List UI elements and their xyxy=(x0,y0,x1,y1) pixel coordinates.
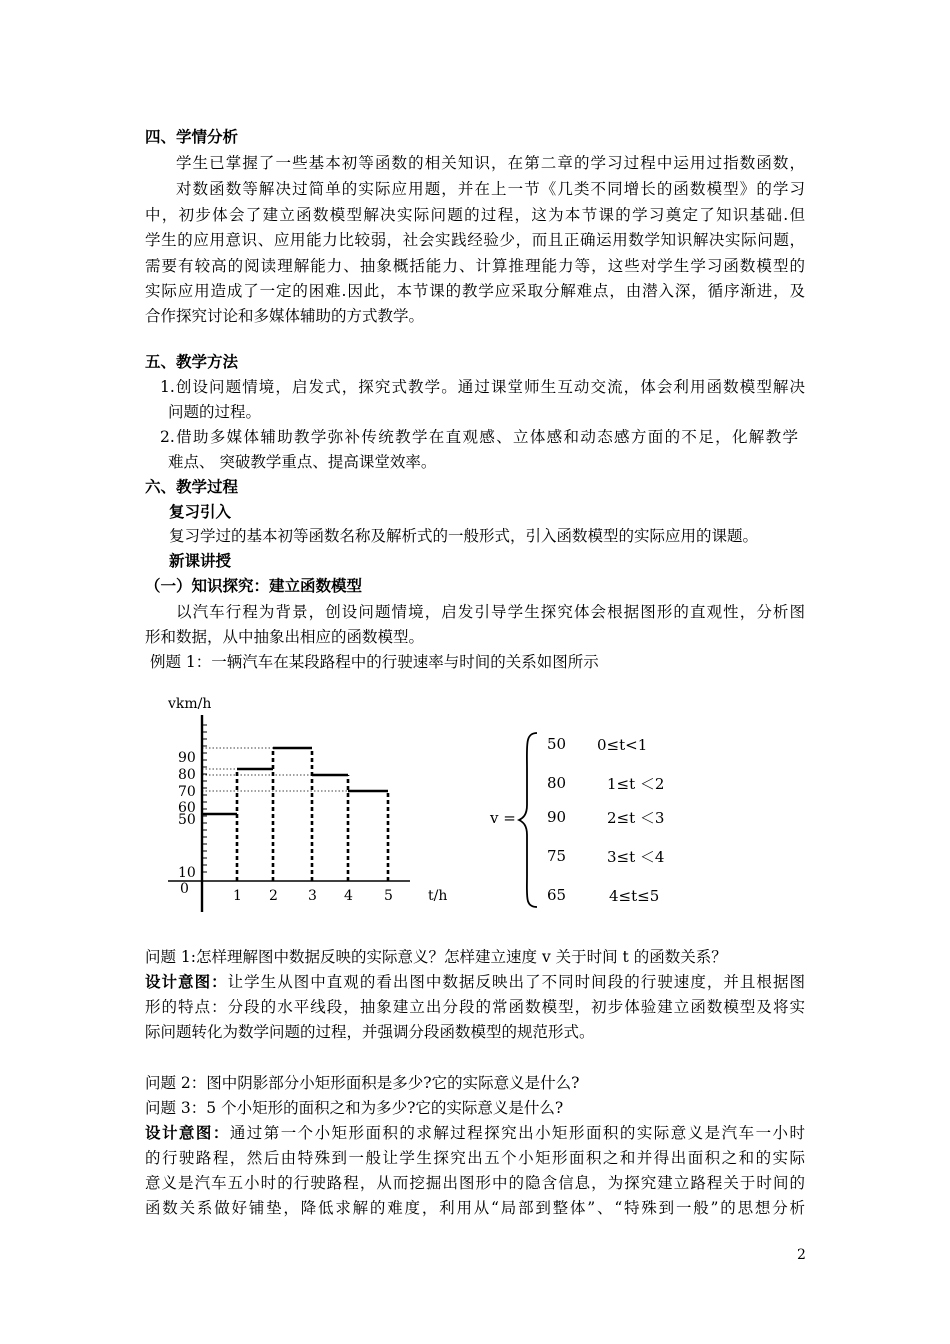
design-intent-label: 设计意图： xyxy=(145,972,228,991)
case-value: 80 xyxy=(547,774,567,792)
piecewise-function xyxy=(485,725,705,915)
design-intent-2-line: 的行驶路程，然后由特殊到一般让学生探究出五个小矩形面积之和并得出面积之和的实际 xyxy=(145,1149,805,1167)
case-value: 75 xyxy=(547,847,567,865)
question-1: 问题 1:怎样理解图中数据反映的实际意义？怎样建立速度 v 关于时间 t 的函数关系？ xyxy=(145,948,727,966)
y-tick-label: 80 xyxy=(178,767,196,783)
section5-heading: 五、教学方法 xyxy=(145,352,239,371)
speed-time-chart xyxy=(160,690,480,920)
piecewise-lhs: v = xyxy=(490,809,516,827)
case-condition: 2≤t ＜3 xyxy=(607,809,665,827)
example-1: 例题 1：一辆汽车在某段路程中的行驶速率与时间的关系如图所示 xyxy=(150,653,599,671)
case-condition: 4≤t≤5 xyxy=(609,887,660,905)
section5-line: 1.创设问题情境，启发式，探究式教学。通过课堂师生互动交流，体会利用函数模型解决 xyxy=(160,378,805,396)
design-intent-1-line: 设计意图：让学生从图中直观的看出图中数据反映出了不同时间段的行驶速度，并且根据图 xyxy=(145,972,805,991)
y-tick-label: 60 xyxy=(178,800,196,816)
design-intent-2-line: 设计意图：通过第一个小矩形面积的求解过程探究出小矩形面积的实际意义是汽车一小时 xyxy=(145,1123,805,1142)
y-tick-label: 50 xyxy=(178,812,196,828)
new-lesson-heading: 新课讲授 xyxy=(169,551,232,570)
case-value: 90 xyxy=(547,808,567,826)
section5-line: 2.借助多媒体辅助教学弥补传统教学在直观感、立体感和动态感方面的不足，化解教学 xyxy=(160,428,798,446)
left-brace xyxy=(519,733,537,907)
y-axis-label: vkm/h xyxy=(168,696,212,712)
x-tick-label: 4 xyxy=(344,888,353,904)
intro-line: 以汽车行程为背景，创设问题情境，启发引导学生探究体会根据图形的直观性，分析图 xyxy=(176,603,805,621)
section4-line: 学生的应用意识、应用能力比较弱，社会实践经验少，而且正确运用数学知识解决实际问题， xyxy=(145,231,805,249)
y-tick-label: 90 xyxy=(178,750,196,766)
case-condition: 3≤t ＜4 xyxy=(607,848,665,866)
section4-line: 中，初步体会了建立函数模型解决实际问题的过程，这为本节课的学习奠定了知识基础.但 xyxy=(145,206,805,224)
y-tick-label: 70 xyxy=(178,784,196,800)
section4-heading: 四、学情分析 xyxy=(145,127,239,146)
review-heading: 复习引入 xyxy=(169,502,232,521)
x-tick-label: 5 xyxy=(384,888,393,904)
section5-line: 问题的过程。 xyxy=(168,403,262,421)
x-axis-label: t/h xyxy=(428,888,448,904)
x-tick-label: 1 xyxy=(233,888,242,904)
origin-label: 0 xyxy=(180,881,189,897)
case-condition: 0≤t<1 xyxy=(597,736,648,754)
intro-line: 形和数据，从中抽象出相应的函数模型。 xyxy=(145,628,425,646)
x-tick-label: 2 xyxy=(269,888,278,904)
x-tick-label: 3 xyxy=(308,888,317,904)
design-intent-1-line: 形的特点：分段的水平线段，抽象建立出分段的常函数模型，初步体验建立函数模型及将实 xyxy=(145,998,805,1016)
design-intent-1-line: 际问题转化为数学问题的过程，并强调分段函数模型的规范形式。 xyxy=(145,1023,595,1041)
case-value: 65 xyxy=(547,886,567,904)
section4-line: 实际应用造成了一定的困难.因此，本节课的教学应采取分解难点，由潜入深，循序渐进，及 xyxy=(145,282,805,300)
review-text: 复习学过的基本初等函数名称及解析式的一般形式，引入函数模型的实际应用的课题。 xyxy=(169,527,759,545)
subsection-heading: （一）知识探究：建立函数模型 xyxy=(145,576,363,595)
section4-line: 需要有较高的阅读理解能力、抽象概括能力、计算推理能力等，这些对学生学习函数模型的 xyxy=(145,257,805,275)
design-intent-label: 设计意图： xyxy=(145,1123,230,1142)
page-number: 2 xyxy=(797,1247,806,1263)
section4-line: 合作探究讨论和多媒体辅助的方式教学。 xyxy=(145,307,425,325)
question-3: 问题 3：5 个小矩形的面积之和为多少?它的实际意义是什么? xyxy=(145,1099,564,1117)
y-tick-label: 10 xyxy=(178,865,196,881)
case-value: 50 xyxy=(547,735,567,753)
section4-line: 对数函数等解决过简单的实际应用题，并在上一节《几类不同增长的函数模型》的学习 xyxy=(176,180,805,198)
design-intent-2-line: 函数关系做好铺垫，降低求解的难度，利用从“局部到整体”、“特殊到一般”的思想分析 xyxy=(145,1199,805,1217)
case-condition: 1≤t ＜2 xyxy=(607,775,665,793)
section6-heading: 六、教学过程 xyxy=(145,477,239,496)
question-2: 问题 2：图中阴影部分小矩形面积是多少?它的实际意义是什么? xyxy=(145,1074,580,1092)
section4-line: 学生已掌握了一些基本初等函数的相关知识，在第二章的学习过程中运用过指数函数， xyxy=(176,154,805,172)
design-intent-2-line: 意义是汽车五小时的行驶路程，从而挖掘出图形中的隐含信息，为探究建立路程关于时间的 xyxy=(145,1174,805,1192)
section5-line: 难点、 突破教学重点、提高课堂效率。 xyxy=(168,453,437,471)
